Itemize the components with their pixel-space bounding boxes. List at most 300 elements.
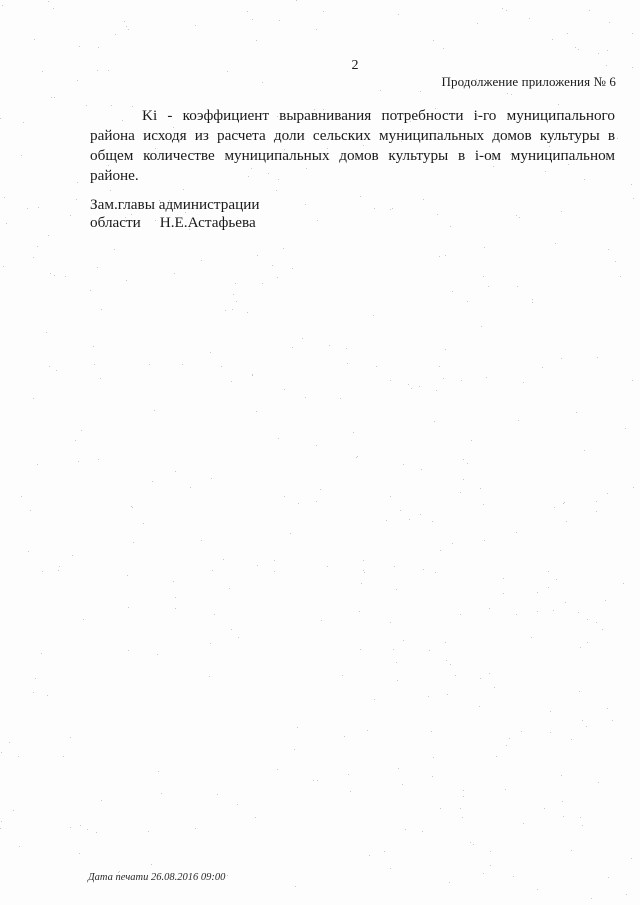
scan-speck	[550, 711, 551, 712]
scan-speck	[175, 608, 176, 609]
scan-speck	[290, 533, 291, 534]
scan-speck	[173, 581, 174, 582]
scan-speck	[174, 273, 175, 274]
scan-speck	[489, 673, 490, 674]
scan-speck	[402, 784, 403, 785]
scan-speck	[489, 608, 490, 609]
scan-speck	[488, 286, 489, 287]
scan-speck	[467, 301, 468, 302]
scan-speck	[158, 771, 159, 772]
scan-speck	[460, 614, 461, 615]
scan-speck	[516, 215, 517, 216]
scan-speck	[284, 496, 285, 497]
scan-speck	[420, 91, 421, 92]
scan-speck	[151, 864, 152, 865]
scan-speck	[521, 731, 522, 732]
scan-speck	[81, 430, 82, 431]
scan-speck	[631, 184, 632, 185]
scan-speck	[390, 496, 391, 497]
scan-speck	[231, 629, 232, 630]
scan-speck	[56, 370, 57, 371]
scan-speck	[529, 18, 530, 19]
scan-speck	[411, 388, 412, 389]
scan-speck	[575, 47, 576, 48]
scan-speck	[313, 780, 314, 781]
signature-name: области Н.Е.Астафьева	[90, 214, 256, 231]
scan-speck	[38, 207, 39, 208]
scan-speck	[578, 612, 579, 613]
scan-speck	[115, 34, 116, 35]
coefficient-definition-paragraph: Ki - коэффициент выравнивания потребности i-го муниципального района исходя из расчета доли сельских муниципальных домов культуры в общем количестве муниципальных домов культуры в i-ом муниципальном районе.	[90, 107, 615, 184]
scan-speck	[237, 804, 238, 805]
scan-speck	[473, 844, 474, 845]
scan-speck	[552, 39, 553, 40]
scan-speck	[79, 46, 80, 47]
scan-speck	[292, 268, 293, 269]
scan-speck	[400, 510, 401, 511]
scan-speck	[100, 378, 101, 379]
scan-speck	[34, 39, 35, 40]
scan-speck	[42, 571, 43, 572]
scan-speck	[127, 575, 128, 576]
scan-speck	[437, 214, 438, 215]
scan-speck	[78, 461, 79, 462]
scan-speck	[582, 720, 583, 721]
scan-speck	[47, 695, 48, 696]
scan-speck	[353, 432, 354, 433]
scan-speck	[463, 796, 464, 797]
scan-speck	[548, 587, 549, 588]
scan-speck	[37, 246, 38, 247]
scan-speck	[37, 464, 38, 465]
scan-speck	[563, 503, 564, 504]
scan-speck	[555, 243, 556, 244]
scan-speck	[449, 882, 450, 883]
scan-speck	[54, 97, 55, 98]
scan-speck	[305, 397, 306, 398]
scan-speck	[435, 572, 436, 573]
scan-speck	[210, 352, 211, 353]
scan-speck	[553, 610, 554, 611]
scan-speck	[97, 267, 98, 268]
scan-speck	[347, 363, 348, 364]
scan-speck	[1, 821, 2, 822]
scan-speck	[342, 675, 343, 676]
scan-speck	[161, 793, 162, 794]
scan-speck	[327, 566, 328, 567]
scan-speck	[257, 565, 258, 566]
scan-speck	[63, 756, 64, 757]
scan-speck	[373, 315, 374, 316]
scan-speck	[477, 23, 478, 24]
scan-speck	[298, 503, 299, 504]
scan-speck	[86, 105, 87, 106]
scan-speck	[190, 487, 191, 488]
scan-speck	[523, 382, 524, 383]
scan-speck	[483, 504, 484, 505]
scan-speck	[217, 794, 218, 795]
scan-speck	[450, 664, 451, 665]
scan-speck	[607, 50, 608, 51]
scan-speck	[296, 0, 297, 1]
scan-speck	[232, 309, 233, 310]
scan-speck	[455, 675, 456, 676]
scan-speck	[564, 502, 565, 503]
scan-speck	[596, 622, 597, 623]
scan-speck	[114, 249, 115, 250]
scan-speck	[517, 286, 518, 287]
scan-speck	[479, 706, 480, 707]
scan-speck	[28, 551, 29, 552]
scan-speck	[433, 40, 434, 41]
scan-speck	[537, 611, 538, 612]
scan-speck	[620, 276, 621, 277]
scan-speck	[503, 593, 504, 594]
scan-speck	[223, 559, 224, 560]
scan-speck	[256, 411, 257, 412]
scan-speck	[490, 865, 491, 866]
scan-speck	[367, 730, 368, 731]
scan-speck	[374, 208, 375, 209]
scan-speck	[563, 816, 564, 817]
scan-speck	[175, 597, 176, 598]
scan-speck	[292, 347, 293, 348]
scan-speck	[80, 825, 81, 826]
scan-speck	[561, 211, 562, 212]
scan-speck	[431, 731, 432, 732]
scan-speck	[363, 560, 364, 561]
scan-speck	[305, 204, 306, 205]
scan-speck	[578, 49, 579, 50]
scan-speck	[419, 386, 420, 387]
scan-speck	[221, 366, 222, 367]
scan-speck	[403, 640, 404, 641]
scan-speck	[398, 768, 399, 769]
scan-speck	[505, 789, 506, 790]
scan-speck	[421, 469, 422, 470]
scan-speck	[460, 808, 461, 809]
scan-speck	[297, 727, 298, 728]
scan-speck	[154, 410, 155, 411]
page-number: 2	[351, 58, 359, 73]
scan-speck	[236, 301, 237, 302]
scan-speck	[252, 375, 253, 376]
scan-speck	[70, 737, 71, 738]
scan-speck	[157, 654, 158, 655]
scan-speck	[443, 378, 444, 379]
scan-speck	[255, 817, 256, 818]
scan-speck	[211, 478, 212, 479]
scan-speck	[209, 676, 210, 677]
scan-speck	[544, 808, 545, 809]
scan-speck	[496, 756, 497, 757]
scan-speck	[597, 357, 598, 358]
scan-speck	[550, 732, 551, 733]
scan-speck	[579, 691, 580, 692]
scan-speck	[513, 876, 514, 877]
scan-speck	[33, 692, 34, 693]
scan-speck	[608, 877, 609, 878]
scan-speck	[390, 380, 391, 381]
scan-speck	[446, 660, 447, 661]
scan-speck	[359, 611, 360, 612]
print-date: Дата печати 26.08.2016 09:00	[88, 872, 226, 883]
scan-speck	[408, 384, 409, 385]
scan-speck	[126, 26, 127, 27]
scan-speck	[94, 364, 95, 365]
scan-speck	[519, 217, 520, 218]
scan-speck	[233, 294, 234, 295]
scan-speck	[77, 182, 78, 183]
scan-speck	[6, 223, 7, 224]
scan-speck	[506, 745, 507, 746]
scan-speck	[432, 776, 433, 777]
scan-speck	[72, 555, 73, 556]
scan-speck	[390, 622, 391, 623]
scan-speck	[537, 889, 538, 890]
scan-speck	[516, 614, 517, 615]
scan-speck	[231, 381, 232, 382]
scan-speck	[356, 457, 357, 458]
scan-speck	[247, 11, 248, 12]
scan-speck	[480, 488, 481, 489]
scan-speck	[98, 47, 99, 48]
scan-speck	[537, 592, 538, 593]
scan-speck	[384, 851, 385, 852]
scan-speck	[54, 275, 55, 276]
scan-speck	[143, 523, 144, 524]
scan-speck	[238, 637, 239, 638]
scan-speck	[0, 118, 1, 119]
scan-speck	[607, 493, 608, 494]
scan-speck	[461, 380, 462, 381]
scan-speck	[396, 662, 397, 663]
scan-speck	[346, 348, 347, 349]
scan-speck	[23, 122, 24, 123]
scan-speck	[470, 842, 471, 843]
scan-speck	[460, 492, 461, 493]
scan-speck	[363, 570, 364, 571]
scan-speck	[612, 720, 613, 721]
scan-speck	[393, 649, 394, 650]
scan-speck	[571, 739, 572, 740]
scan-speck	[483, 276, 484, 277]
scan-speck	[3, 266, 4, 267]
scan-speck	[584, 450, 585, 451]
scan-speck	[591, 898, 592, 899]
scan-speck	[149, 364, 150, 365]
scan-speck	[374, 699, 375, 700]
scan-speck	[18, 756, 19, 757]
scan-speck	[33, 257, 34, 258]
scan-speck	[360, 649, 361, 650]
scan-speck	[480, 678, 481, 679]
scan-speck	[252, 19, 253, 20]
scan-speck	[19, 846, 20, 847]
scan-speck	[396, 589, 397, 590]
scan-speck	[361, 583, 362, 584]
scan-speck	[463, 459, 464, 460]
scan-speck	[132, 507, 133, 508]
scan-speck	[262, 283, 263, 284]
scan-speck	[175, 471, 176, 472]
scan-speck	[257, 255, 258, 256]
scan-speck	[376, 366, 377, 367]
scan-speck	[152, 481, 153, 482]
scan-speck	[596, 511, 597, 512]
scan-speck	[357, 456, 358, 457]
scan-speck	[587, 642, 588, 643]
scan-speck	[440, 808, 441, 809]
scan-speck	[631, 858, 632, 859]
scan-speck	[554, 507, 555, 508]
scan-speck	[447, 694, 448, 695]
scan-speck	[532, 302, 533, 303]
scan-speck	[462, 817, 463, 818]
scan-speck	[420, 514, 421, 515]
scan-speck	[79, 853, 80, 854]
scan-speck	[481, 326, 482, 327]
scan-speck	[262, 82, 263, 83]
scan-speck	[90, 290, 91, 291]
scan-speck	[531, 637, 532, 638]
scan-speck	[317, 220, 318, 221]
scan-speck	[229, 588, 230, 589]
scan-speck	[30, 510, 31, 511]
scan-speck	[59, 566, 60, 567]
scan-speck	[4, 197, 5, 198]
scan-speck	[348, 774, 349, 775]
scan-speck	[128, 607, 129, 608]
scan-speck	[364, 572, 365, 573]
scan-speck	[272, 265, 273, 266]
scan-speck	[558, 104, 559, 105]
scan-speck	[302, 338, 303, 339]
scan-speck	[445, 349, 446, 350]
scan-speck	[403, 464, 404, 465]
scan-speck	[617, 138, 618, 139]
scan-speck	[602, 629, 603, 630]
scan-speck	[48, 1, 49, 2]
scan-speck	[502, 8, 503, 9]
scan-speck	[567, 33, 568, 34]
scan-speck	[101, 309, 102, 310]
scan-speck	[615, 261, 616, 262]
appendix-continuation-note: Продолжение приложения № 6	[441, 74, 616, 89]
scan-speck	[561, 775, 562, 776]
scan-speck	[440, 550, 441, 551]
scan-speck	[503, 578, 504, 579]
scan-speck	[13, 810, 14, 811]
scan-speck	[463, 479, 464, 480]
scan-speck	[276, 190, 277, 191]
scan-speck	[428, 696, 429, 697]
scan-speck	[432, 521, 433, 522]
scan-speck	[542, 367, 543, 368]
scan-speck	[183, 189, 184, 190]
scan-speck	[589, 10, 590, 11]
scan-speck	[625, 428, 626, 429]
scan-speck	[274, 571, 275, 572]
scan-speck	[53, 8, 54, 9]
scan-speck	[445, 255, 446, 256]
scan-speck	[323, 11, 324, 12]
scan-speck	[450, 226, 451, 227]
scan-speck	[509, 738, 510, 739]
scan-speck	[511, 94, 512, 95]
scan-speck	[277, 769, 278, 770]
scan-speck	[484, 247, 485, 248]
scan-speck	[83, 619, 84, 620]
scan-speck	[1, 752, 2, 753]
scan-speck	[394, 566, 395, 567]
signature-position: Зам.главы администрации	[90, 196, 260, 213]
scan-speck	[439, 366, 440, 367]
scan-speck	[93, 346, 94, 347]
scan-speck	[295, 886, 296, 887]
scan-speck	[422, 831, 423, 832]
scan-speck	[576, 412, 577, 413]
scan-speck	[227, 875, 228, 876]
scan-speck	[609, 22, 610, 23]
scan-speck	[596, 501, 597, 502]
scan-speck	[623, 583, 624, 584]
scan-speck	[284, 389, 285, 390]
scan-speck	[96, 832, 97, 833]
scan-speck	[582, 825, 583, 826]
scan-speck	[471, 440, 472, 441]
scan-speck	[507, 93, 508, 94]
scan-speck	[256, 40, 257, 41]
scan-speck	[565, 602, 566, 603]
scan-speck	[58, 570, 59, 571]
scan-speck	[329, 345, 330, 346]
scan-speck	[148, 831, 149, 832]
scan-speck	[131, 506, 132, 507]
scan-speck	[561, 358, 562, 359]
scan-speck	[101, 800, 102, 801]
scan-speck	[380, 90, 381, 91]
scan-speck	[633, 487, 634, 488]
scan-speck	[316, 29, 317, 30]
scan-speck	[516, 532, 517, 533]
scan-speck	[320, 489, 321, 490]
scan-speck	[9, 742, 10, 743]
scan-speck	[607, 708, 608, 709]
scan-speck	[423, 199, 424, 200]
scan-speck	[626, 894, 627, 895]
scan-speck	[21, 496, 22, 497]
scan-speck	[452, 543, 453, 544]
scan-speck	[214, 614, 215, 615]
scan-speck	[77, 80, 78, 81]
scan-speck	[49, 366, 50, 367]
scan-speck	[439, 256, 440, 257]
scan-speck	[580, 647, 581, 648]
scan-speck	[124, 21, 125, 22]
scan-speck	[390, 209, 391, 210]
scan-speck	[494, 687, 495, 688]
scan-speck	[21, 155, 22, 156]
scan-speck	[392, 208, 393, 209]
scan-speck	[518, 420, 519, 421]
scan-speck	[490, 851, 491, 852]
scan-speck	[386, 520, 387, 521]
scan-speck	[128, 29, 129, 30]
scan-speck	[76, 199, 77, 200]
scan-speck	[321, 620, 322, 621]
scan-speck	[397, 680, 398, 681]
